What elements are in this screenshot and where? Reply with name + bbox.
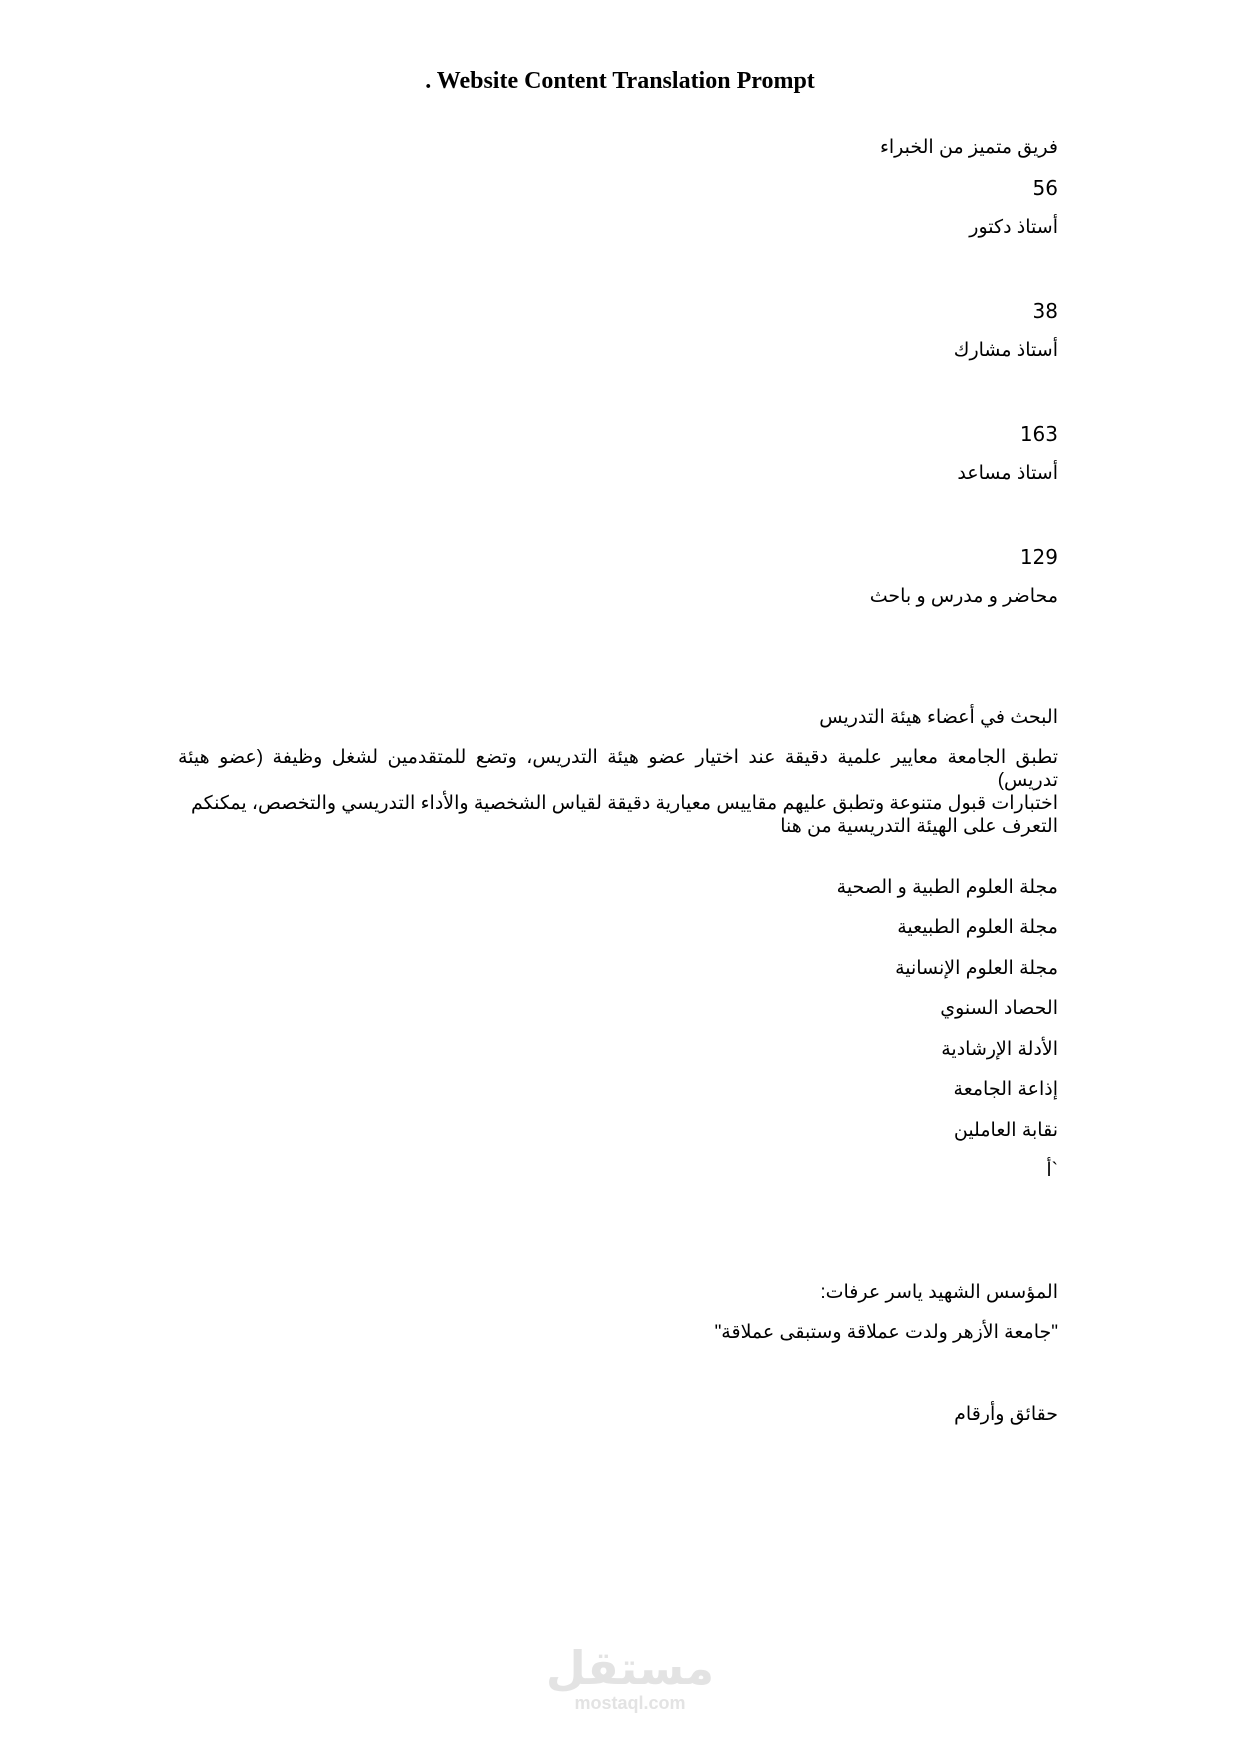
stat-label-lecturer: محاضر و مدرس و باحث — [869, 586, 1058, 607]
founder-label: المؤسس الشهيد ياسر عرفات: — [820, 1282, 1058, 1303]
link-guides: الأدلة الإرشادية — [941, 1039, 1058, 1060]
experts-heading: فريق متميز من الخبراء — [879, 137, 1058, 158]
paragraph-line: تطبق الجامعة معايير علمية دقيقة عند اختيار عضو هيئة التدريس، وتضع للمتقدمين لشغل وظيفة (عضو هيئة تدريس) — [178, 747, 1058, 791]
link-natural-sciences-journal: مجلة العلوم الطبيعية — [897, 917, 1058, 938]
mostaql-watermark — [530, 1643, 730, 1713]
stat-label-assistant: أستاذ مساعد — [957, 463, 1058, 484]
search-faculty-paragraph — [178, 746, 1058, 838]
link-workers-union: نقابة العاملين — [953, 1120, 1058, 1141]
stat-label-associate: أستاذ مشارك — [953, 340, 1058, 361]
link-humanities-journal: مجلة العلوم الإنسانية — [895, 958, 1058, 979]
link-annual-harvest: الحصاد السنوي — [940, 998, 1058, 1019]
search-faculty-heading: البحث في أعضاء هيئة التدريس — [819, 707, 1058, 728]
paragraph-line: التعرف على الهيئة التدريسية من هنا — [780, 816, 1058, 837]
watermark-logo: مستقل — [545, 1642, 715, 1694]
link-medical-journal: مجلة العلوم الطبية و الصحية — [836, 877, 1058, 898]
stat-count-professor: 56 — [1032, 176, 1058, 200]
stat-count-lecturer: 129 — [1019, 545, 1058, 569]
paragraph-line: اختبارات قبول متنوعة وتطبق عليهم مقاييس معيارية دقيقة لقياس الشخصية والأداء التدريسي والتخصص، يمكنكم — [190, 793, 1058, 814]
founder-quote: "جامعة الأزهر ولدت عملاقة وستبقى عملاقة" — [714, 1322, 1058, 1343]
stat-label-professor: أستاذ دكتور — [969, 217, 1058, 238]
link-university-radio: إذاعة الجامعة — [953, 1079, 1058, 1100]
watermark-url: mostaql.com — [574, 1693, 686, 1713]
stray-characters: `أ — [1046, 1160, 1058, 1181]
facts-heading: حقائق وأرقام — [954, 1404, 1058, 1425]
stat-count-associate: 38 — [1032, 299, 1058, 323]
stat-count-assistant: 163 — [1019, 422, 1058, 446]
document-title: . Website Content Translation Prompt — [425, 68, 815, 94]
